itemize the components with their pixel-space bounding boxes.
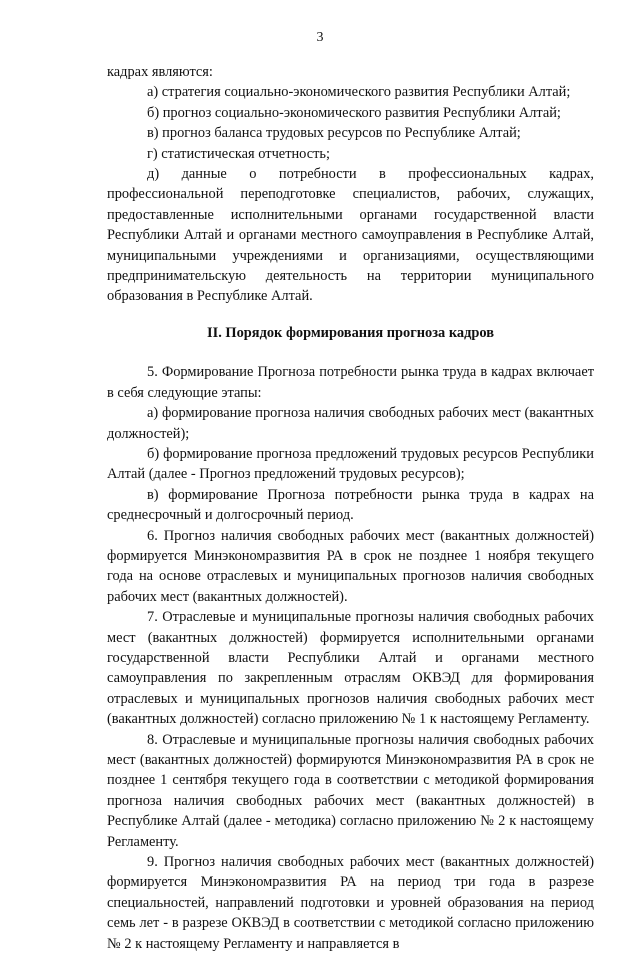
paragraph-6: 6. Прогноз наличия свободных рабочих мест (вакантных должностей) формируется Минэкономразвития РА в срок не позднее 1 ноября текущего года на основе отраслевых и муниципальных прогнозов наличия свободных рабочих мест (вакантных должностей). [107, 527, 594, 605]
page-number: 3 [316, 30, 324, 45]
list-item-a: а) стратегия социально-экономического развития Республики Алтай; [147, 84, 571, 101]
paragraph-5b: б) формирование прогноза предложений трудовых ресурсов Республики Алтай (далее - Прогноз предложений трудовых ресурсов); [107, 445, 594, 483]
list-item-d: г) статистическая отчетность; [147, 145, 330, 162]
paragraph-7: 7. Отраслевые и муниципальные прогнозы наличия свободных рабочих мест (вакантных должностей) формируется исполнительными органами государственной власти Республики Алтай и органами местного самоуправления по закрепленным отраслям ОКВЭД для формирования отраслевых и муниципальных прогнозов наличия свободных рабочих мест (вакантных должностей) согласно приложению № 1 к настоящему Регламенту. [107, 609, 594, 728]
paragraph-5a: а) формирование прогноза наличия свободных рабочих мест (вакантных должностей); [107, 405, 594, 442]
intro-lead: кадрах являются: [107, 64, 213, 80]
list-item-b: б) прогноз социально-экономического развития Республики Алтай; [147, 104, 561, 121]
section-heading: II. Порядок формирования прогноза кадров [207, 324, 494, 341]
document-body [107, 62, 594, 954]
paragraph-5c: в) формирование Прогноза потребности рынка труда в кадрах на среднесрочный и долгосрочный период. [107, 486, 594, 524]
list-item-c: в) прогноз баланса трудовых ресурсов по Республике Алтай; [147, 125, 521, 142]
list-item-e: д) данные о потребности в профессиональных кадрах, профессиональной переподготовке специалистов, рабочих, служащих, предоставленные исполнительными органами государственной власти Республики Алтай и органами местного самоуправления в Республике Алтай, муниципальными учреждениями и организациями, осуществляющими предпринимательскую деятельность на территории муниципального образования в Республике Алтай. [107, 166, 594, 305]
paragraph-5: 5. Формирование Прогноза потребности рынка труда в кадрах включает в себя следующие этапы: [107, 364, 594, 401]
paragraph-9: 9. Прогноз наличия свободных рабочих мест (вакантных должностей) формируется Минэкономразвития РА на период три года в разрезе специальностей, направлений подготовки и уровней образования на период семь лет - в разрезе ОКВЭД в соответствии с методикой согласно приложению № 2 к настоящему Регламенту и направляется в [107, 854, 594, 952]
paragraph-8: 8. Отраслевые и муниципальные прогнозы наличия свободных рабочих мест (вакантных должностей) формируются Минэкономразвития РА в срок не позднее 1 сентября текущего года в соответствии с методикой формирования прогноза наличия свободных рабочих мест (вакантных должностей) в Республике Алтай (далее - методика) согласно приложению № 2 к настоящему Регламенту. [107, 731, 594, 850]
